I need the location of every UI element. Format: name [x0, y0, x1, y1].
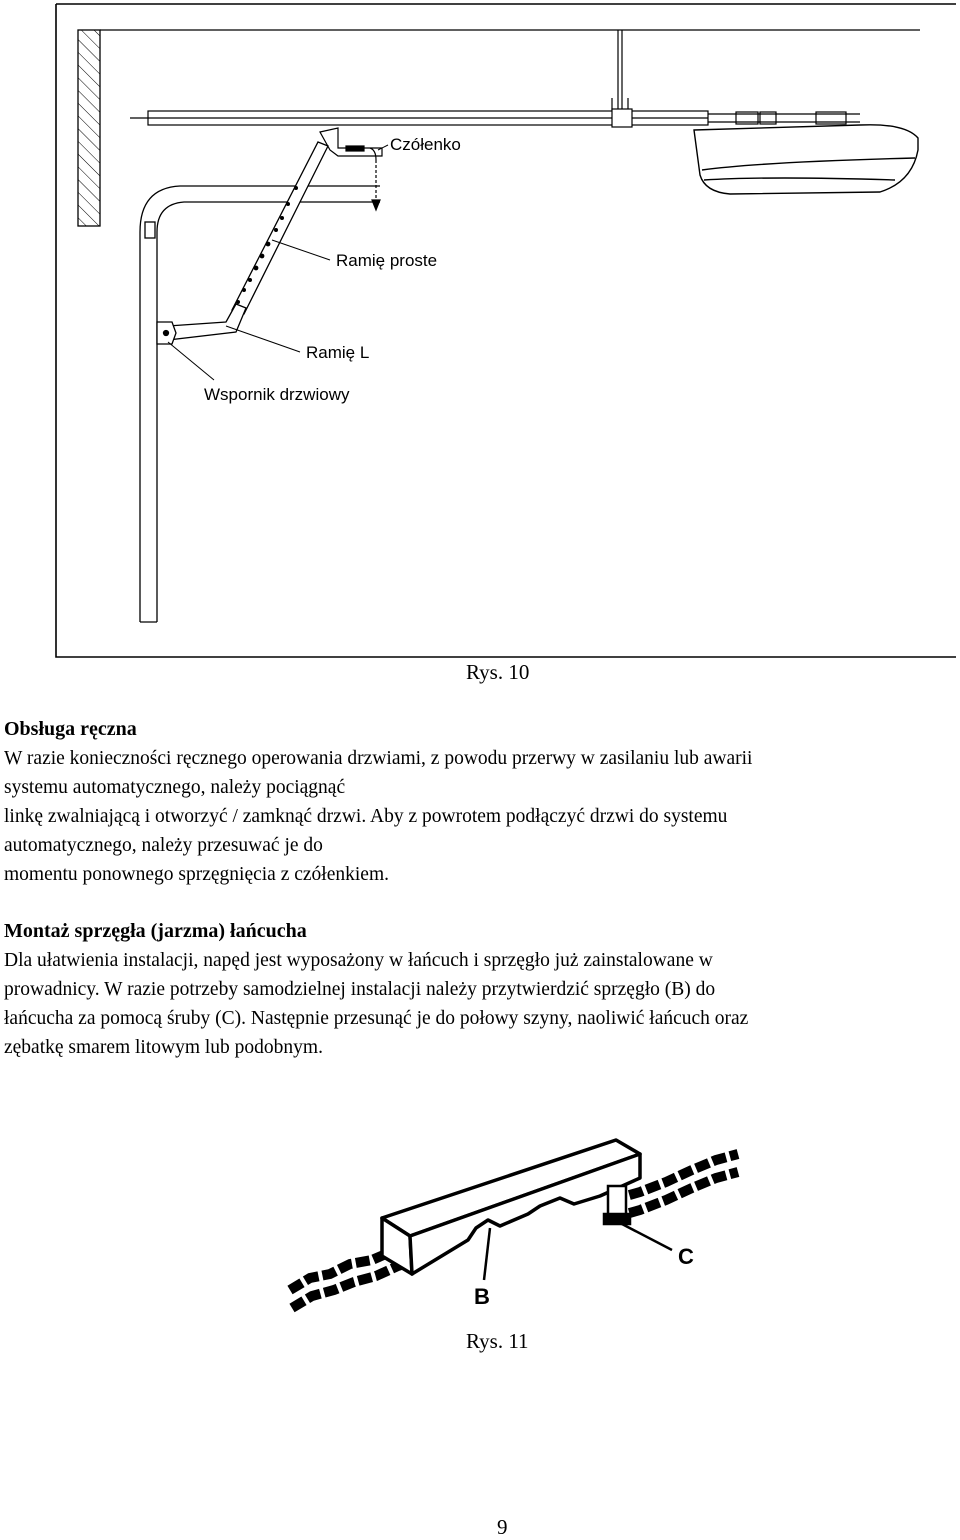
manual-operation-paragraph: [4, 744, 960, 889]
chain-coupling-section: [4, 916, 960, 1062]
rail: [130, 109, 860, 127]
figure-11-leaders: [484, 1224, 672, 1280]
wall-hatching: [78, 30, 100, 226]
manual-operation-line: momentu ponownego sprzęgnięcia z czółenkiem.: [4, 864, 389, 885]
page-number: 9: [497, 1515, 508, 1539]
label-shuttle: Czółenko: [390, 135, 461, 154]
straight-arm: [232, 142, 328, 314]
manual-operation-line: automatycznego, należy przesuwać je do: [4, 835, 323, 856]
ceiling-hanger: [612, 30, 628, 111]
figure-11-caption: Rys. 11: [466, 1329, 529, 1353]
label-b: B: [474, 1284, 490, 1309]
chain-coupling-line: prowadnicy. W razie potrzeby samodzielnej instalacji należy przytwierdzić sprzęgło (B) do: [4, 979, 716, 1000]
label-c: C: [678, 1244, 694, 1269]
chain-coupling-paragraph: [4, 946, 960, 1062]
coupling-screw: [604, 1186, 630, 1224]
figure-10-diagram: [0, 0, 960, 665]
manual-operation-line: W razie konieczności ręcznego operowania drzwiami, z powodu przerwy w zasilaniu lub awarii: [4, 748, 753, 769]
label-door-bracket: Wspornik drzwiowy: [204, 385, 350, 404]
manual-operation-line: systemu automatycznego, należy pociągnąć: [4, 777, 346, 798]
manual-operation-line: linkę zwalniającą i otworzyć / zamknąć drzwi. Aby z powrotem podłączyć drzwi do systemu: [4, 806, 728, 827]
manual-operation-section: [4, 714, 960, 889]
chain-coupling-line: zębatkę smarem litowym lub podobnym.: [4, 1037, 323, 1058]
l-arm: [168, 304, 246, 340]
door-bracket: [157, 322, 176, 344]
shuttle: [320, 128, 382, 210]
motor-head: [694, 125, 918, 194]
label-l-arm: Ramię L: [306, 343, 370, 362]
manual-operation-heading: Obsługa ręczna: [4, 718, 137, 740]
label-straight-arm: Ramię proste: [336, 251, 438, 270]
chain-coupling-heading: Montaż sprzęgła (jarzma) łańcucha: [4, 920, 307, 942]
figure-10-caption: Rys. 10: [466, 660, 530, 684]
chain-coupling-line: łańcucha za pomocą śruby (C). Następnie przesunąć je do połowy szyny, naoliwić łańcuch oraz: [4, 1008, 749, 1029]
figure-11-diagram: [0, 1100, 960, 1330]
coupling-bar: [382, 1140, 640, 1274]
chain-coupling-line: Dla ułatwienia instalacji, napęd jest wyposażony w łańcuch i sprzęgło już zainstalowane w: [4, 950, 713, 971]
